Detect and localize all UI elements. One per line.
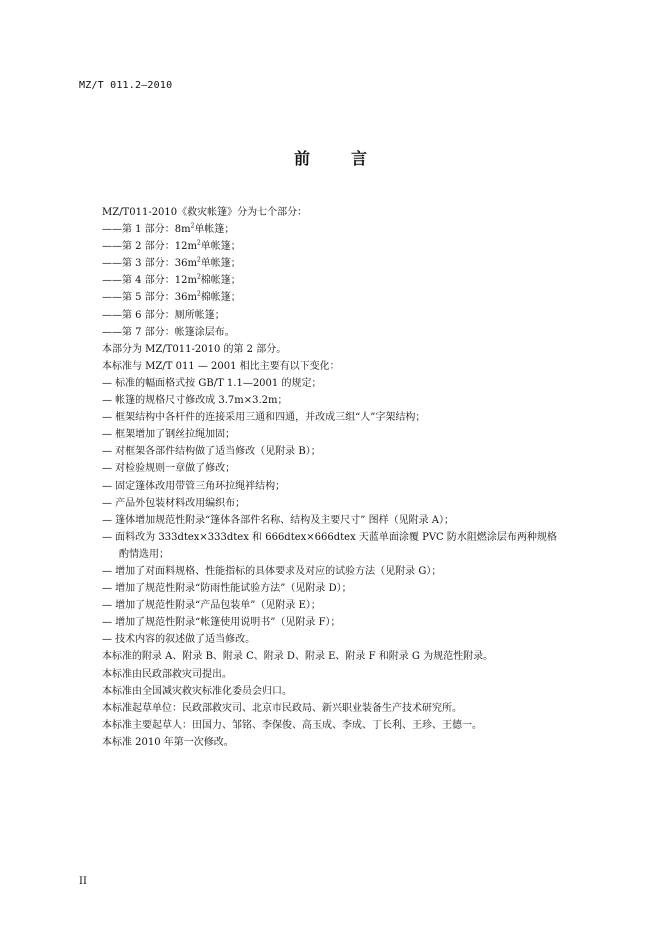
change-item: — 增加了对面料规格、性能指标的具体要求及对应的试验方法（见附录 G）；	[102, 565, 442, 577]
part-item-6: ——第 6 部分：厕所帐篷；	[102, 309, 225, 321]
change-item: — 面料改为 333dtex×333dtex 和 666dtex×666dtex 天蓝单面涂覆 PVC 防水阻燃涂层布两种规格	[102, 531, 557, 543]
part-item-5: ——第 5 部分：$36m^2$棉帐篷；	[102, 291, 241, 304]
change-item: — 标准的幅面格式按 GB/T 1.1—2001 的规定；	[102, 377, 322, 389]
page-number: II	[79, 876, 87, 887]
title-char-2: 言	[351, 149, 369, 168]
drafters: 本标准主要起草人：田国力、邹铭、李保俊、高玉成、李成、丁长利、王珍、王德一。	[102, 719, 482, 731]
annex-statement: 本标准的附录 A、附录 B、附录 C、附录 D、附录 E、附录 F 和附录 G 为规范性附录。	[102, 651, 494, 663]
title-char-1: 前	[293, 149, 311, 168]
change-item: — 帐篷的规格尺寸修改成 3.7m×3.2m；	[102, 395, 288, 407]
change-item: — 篷体增加规范性附录“篷体各部件名称、结构及主要尺寸” 图样（见附录 A）；	[102, 514, 454, 526]
part-item-2: ——第 2 部分：$12m^2$单帐篷；	[102, 239, 241, 253]
page-title	[0, 146, 662, 169]
change-item: — 固定篷体改用带管三角环拉绳袢结构；	[102, 480, 286, 492]
part-statement: 本部分为 MZ/T011-2010 的第 2 部分。	[102, 343, 287, 355]
parts-intro: MZ/T011-2010《救灾帐篷》分为七个部分：	[102, 207, 308, 218]
centralized-statement: 本标准由全国减灾救灾标准化委员会归口。	[102, 685, 292, 697]
change-item: — 产品外包装材料改用编织布；	[102, 497, 246, 509]
change-item: — 对检验规则一章做了修改；	[102, 463, 236, 475]
part-item-4: ——第 4 部分：$12m^2$棉帐篷；	[102, 274, 241, 287]
standard-code: MZ/T 011.2—2010	[79, 80, 173, 91]
change-item: — 增加了规范性附录“产品包装单”（见附录 E）；	[102, 600, 321, 612]
change-item: — 框架增加了钢丝拉绳加固；	[102, 429, 236, 441]
part-item-1: ——第 1 部分：$8m^2$单帐篷；	[102, 222, 235, 236]
part-item-3: ——第 3 部分：$36m^2$单帐篷；	[102, 256, 241, 270]
change-item: — 对框架各部件结构做了适当修改（见附录 B）；	[102, 446, 321, 458]
part-item-7: ——第 7 部分：帐篷涂层布。	[102, 326, 235, 338]
drafting-units: 本标准起草单位：民政部救灾司、北京市民政局、新兴职业装备生产技术研究所。	[102, 702, 462, 714]
change-item: — 增加了规范性附录“帐篷使用说明书”（见附录 F）；	[102, 617, 341, 629]
proposer-statement: 本标准由民政部救灾司提出。	[102, 668, 232, 680]
foreword-body	[102, 204, 602, 751]
revision-statement: 本标准 2010 年第一次修改。	[102, 736, 234, 748]
change-item-continuation: 酌情选用；	[119, 548, 169, 560]
change-item: — 技术内容的叙述做了适当修改。	[102, 634, 256, 646]
change-item: — 增加了规范性附录“防雨性能试验方法”（见附录 D）；	[102, 583, 352, 595]
changes-intro: 本标准与 MZ/T 011 — 2001 相比主要有以下变化：	[102, 360, 340, 372]
change-item: — 框架结构中各杆件的连接采用三通和四通，并改成三组“人”字架结构；	[102, 412, 426, 424]
